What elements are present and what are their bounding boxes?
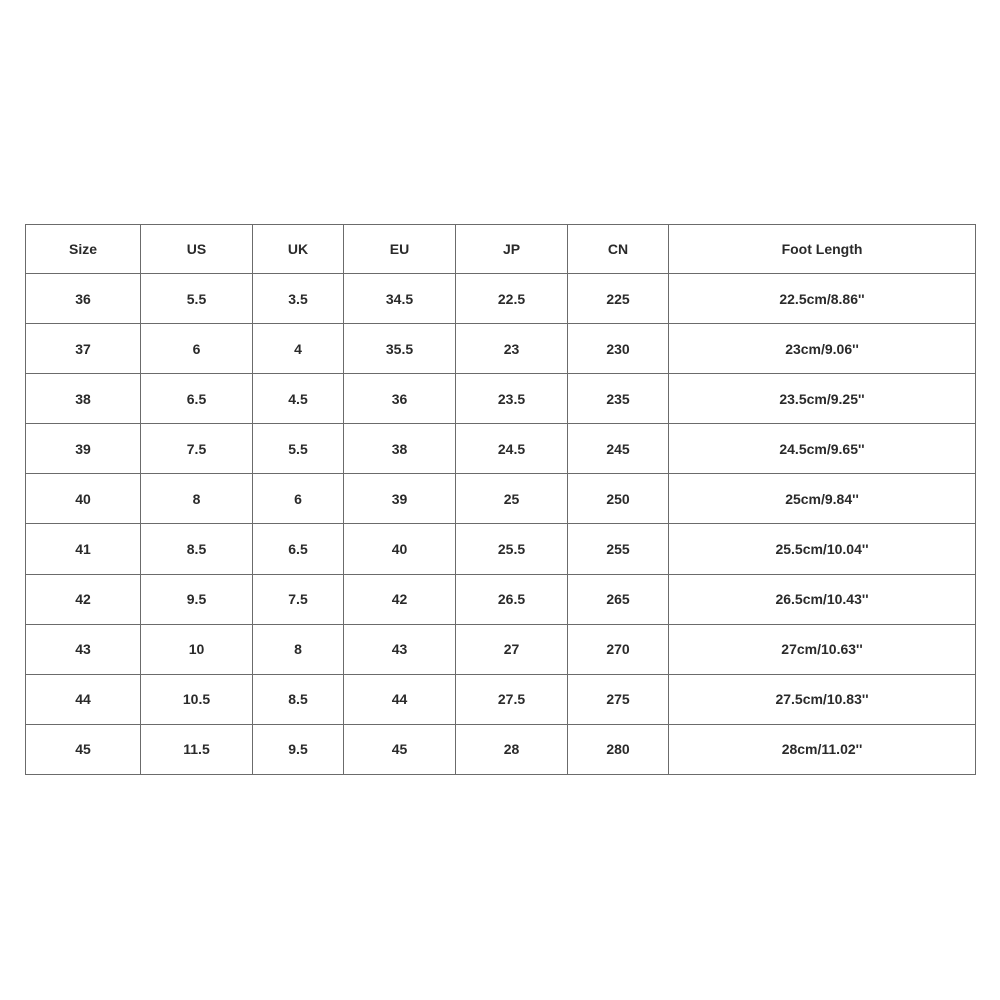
header-us: US: [141, 225, 253, 274]
cell-jp: 25: [456, 474, 568, 524]
size-chart-table: [25, 224, 976, 775]
header-uk: UK: [253, 225, 344, 274]
cell-size: 39: [26, 424, 141, 474]
cell-cn: 235: [568, 374, 669, 424]
cell-jp: 25.5: [456, 524, 568, 574]
cell-eu: 40: [344, 524, 456, 574]
cell-size: 37: [26, 324, 141, 374]
cell-cn: 230: [568, 324, 669, 374]
cell-us: 8.5: [141, 524, 253, 574]
cell-size: 44: [26, 674, 141, 724]
cell-us: 6: [141, 324, 253, 374]
cell-us: 6.5: [141, 374, 253, 424]
table-header-row: [26, 225, 976, 274]
header-size: Size: [26, 225, 141, 274]
cell-uk: 6.5: [253, 524, 344, 574]
cell-uk: 4: [253, 324, 344, 374]
table-row: [26, 324, 976, 374]
cell-cn: 225: [568, 274, 669, 324]
cell-size: 40: [26, 474, 141, 524]
cell-eu: 38: [344, 424, 456, 474]
cell-foot-length: 23cm/9.06'': [669, 324, 976, 374]
table-row: [26, 724, 976, 774]
cell-uk: 6: [253, 474, 344, 524]
table-row: [26, 424, 976, 474]
cell-uk: 8.5: [253, 674, 344, 724]
cell-jp: 27: [456, 624, 568, 674]
cell-us: 7.5: [141, 424, 253, 474]
cell-uk: 7.5: [253, 574, 344, 624]
cell-cn: 265: [568, 574, 669, 624]
table-body: [26, 274, 976, 775]
cell-jp: 23: [456, 324, 568, 374]
cell-eu: 34.5: [344, 274, 456, 324]
cell-size: 45: [26, 724, 141, 774]
cell-foot-length: 28cm/11.02'': [669, 724, 976, 774]
cell-uk: 3.5: [253, 274, 344, 324]
cell-uk: 5.5: [253, 424, 344, 474]
cell-foot-length: 27.5cm/10.83'': [669, 674, 976, 724]
cell-size: 43: [26, 624, 141, 674]
cell-cn: 255: [568, 524, 669, 574]
table-row: [26, 624, 976, 674]
cell-size: 38: [26, 374, 141, 424]
cell-eu: 39: [344, 474, 456, 524]
cell-jp: 27.5: [456, 674, 568, 724]
cell-us: 5.5: [141, 274, 253, 324]
table-row: [26, 524, 976, 574]
table-row: [26, 474, 976, 524]
cell-eu: 43: [344, 624, 456, 674]
cell-us: 11.5: [141, 724, 253, 774]
table-row: [26, 374, 976, 424]
cell-size: 36: [26, 274, 141, 324]
cell-foot-length: 26.5cm/10.43'': [669, 574, 976, 624]
cell-eu: 45: [344, 724, 456, 774]
cell-foot-length: 25.5cm/10.04'': [669, 524, 976, 574]
cell-cn: 280: [568, 724, 669, 774]
cell-cn: 270: [568, 624, 669, 674]
cell-eu: 36: [344, 374, 456, 424]
cell-jp: 23.5: [456, 374, 568, 424]
cell-foot-length: 25cm/9.84'': [669, 474, 976, 524]
header-foot-length: Foot Length: [669, 225, 976, 274]
cell-size: 41: [26, 524, 141, 574]
header-jp: JP: [456, 225, 568, 274]
cell-eu: 35.5: [344, 324, 456, 374]
cell-jp: 24.5: [456, 424, 568, 474]
cell-us: 8: [141, 474, 253, 524]
header-eu: EU: [344, 225, 456, 274]
cell-jp: 26.5: [456, 574, 568, 624]
header-cn: CN: [568, 225, 669, 274]
table-row: [26, 674, 976, 724]
table-row: [26, 574, 976, 624]
cell-cn: 245: [568, 424, 669, 474]
cell-cn: 275: [568, 674, 669, 724]
cell-jp: 28: [456, 724, 568, 774]
cell-uk: 8: [253, 624, 344, 674]
cell-us: 10.5: [141, 674, 253, 724]
cell-size: 42: [26, 574, 141, 624]
table-row: [26, 274, 976, 324]
cell-foot-length: 23.5cm/9.25'': [669, 374, 976, 424]
cell-eu: 44: [344, 674, 456, 724]
cell-uk: 4.5: [253, 374, 344, 424]
cell-jp: 22.5: [456, 274, 568, 324]
cell-foot-length: 24.5cm/9.65'': [669, 424, 976, 474]
cell-foot-length: 22.5cm/8.86'': [669, 274, 976, 324]
cell-us: 9.5: [141, 574, 253, 624]
cell-cn: 250: [568, 474, 669, 524]
cell-us: 10: [141, 624, 253, 674]
cell-foot-length: 27cm/10.63'': [669, 624, 976, 674]
cell-uk: 9.5: [253, 724, 344, 774]
cell-eu: 42: [344, 574, 456, 624]
